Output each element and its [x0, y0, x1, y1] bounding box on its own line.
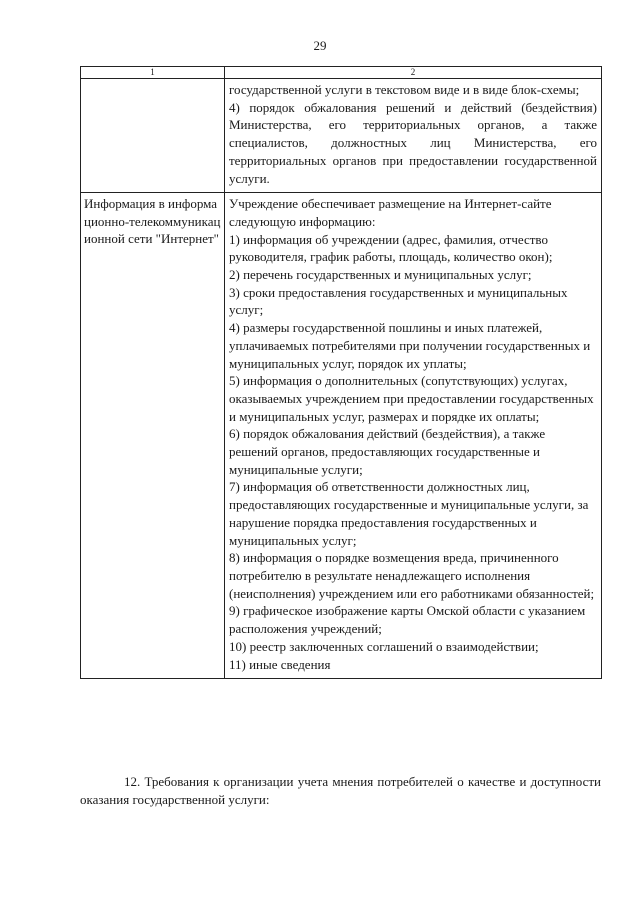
- list-item: 5) информация о дополнительных (сопутствующих) услугах, оказываемых учреждением при предоставлении государственных и муниципальных услуг, размерах и порядке их оплаты;: [229, 373, 594, 424]
- list-item: 7) информация об ответственности должностных лиц, предоставляющих государственные и муниципальные услуги, за нарушение порядка предоставления государственных и муниципальных услуг;: [229, 479, 589, 548]
- list-item: 2) перечень государственных и муниципальных услуг;: [229, 267, 532, 283]
- list-item: 10) реестр заключенных соглашений о взаимодействии;: [229, 638, 539, 654]
- row1-right-cell: [225, 79, 602, 193]
- column-header-2: 2: [225, 67, 602, 79]
- table-row: [81, 193, 602, 679]
- row1-line: государственной услуги в текстовом виде и в виде блок-схемы;: [229, 82, 580, 97]
- paragraph-12: 12. Требования к организации учета мнения потребителей о качестве и доступности оказания государственной услуги:: [80, 774, 601, 807]
- list-item: 9) графическое изображение карты Омской области с указанием расположения учреждений;: [229, 603, 586, 637]
- table-header-row: [81, 67, 602, 79]
- list-item: 4) размеры государственной пошлины и иных платежей, уплачиваемых потребителями при получении государственных и муниципальных услуг, порядок их уплаты;: [229, 320, 591, 371]
- list-item: 8) информация о порядке возмещения вреда, причиненного потребителю в результате ненадлежащего исполнения (неисполнения) учреждением или его работниками обязанностей;: [229, 550, 595, 601]
- info-table: [80, 66, 602, 679]
- list-item: 6) порядок обжалования действий (бездействия), а также решений органов, предоставляющих государственные и муниципальные услуги;: [229, 426, 546, 477]
- list-item: 3) сроки предоставления государственных и муниципальных услуг;: [229, 284, 568, 318]
- row2-left-cell: Информация в информационно-телекоммуникационной сети "Интернет": [81, 193, 225, 679]
- list-item: 1) информация об учреждении (адрес, фамилия, отчество руководителя, график работы, площадь, количество окон);: [229, 231, 553, 265]
- row2-intro: Учреждение обеспечивает размещение на Интернет-сайте следующую информацию:: [229, 196, 552, 229]
- table-row: [81, 79, 602, 193]
- row1-line: 4) порядок обжалования решений и действий (бездействия) Министерства, его территориальных органов, а также специалистов, должностных лиц Министерства, его территориальных органов при предоставлении государственной услуги.: [229, 99, 597, 186]
- column-header-1: 1: [81, 67, 225, 79]
- page-number: 29: [313, 38, 327, 53]
- row1-left-cell: [81, 79, 225, 193]
- row2-right-cell: [225, 193, 602, 679]
- list-item: 11) иные сведения: [229, 656, 331, 672]
